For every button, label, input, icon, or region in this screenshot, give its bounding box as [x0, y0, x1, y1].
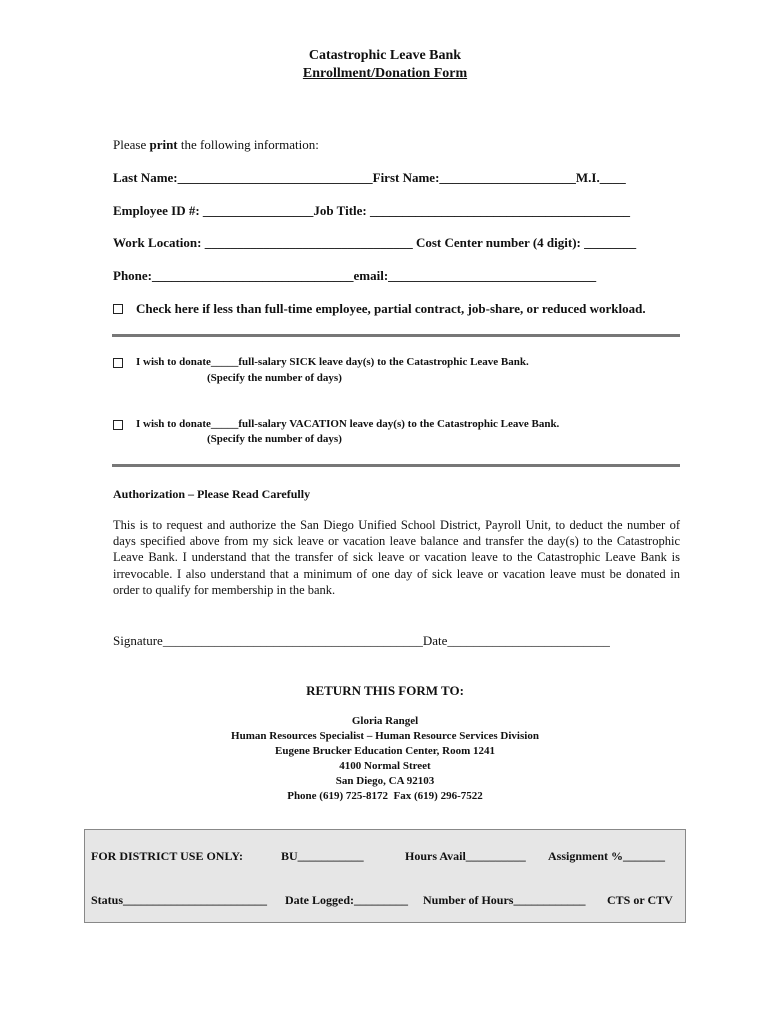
return-name: Gloria Rangel — [351, 715, 419, 727]
divider-top — [112, 334, 680, 337]
authorization-heading: Authorization – Please Read Carefully — [113, 487, 311, 501]
authorization-body: This is to request and authorize the San Diego Unified School District, Payroll Unit, to deduct the number of days specified above from my sick leave or vacation leave balance and transfer the day(s) to the Catastrophic Leave Bank. I understand that the transfer of sick leave or vacation leave to the Catastrophic Leave Bank is irrevocable. I also understand that a minimum of one day of sick leave or vacation leave must be donated in order to qualify for membership in the bank. — [113, 518, 680, 597]
donate-vacation-label: I wish to donate_____full-salary VACATION leave day(s) to the Catastrophic Leave Bank. — [136, 418, 560, 430]
intro-suffix: the following information: — [177, 137, 319, 152]
intro-text — [113, 137, 319, 153]
form-title: Catastrophic Leave Bank — [308, 48, 462, 63]
date-logged-field[interactable]: Date Logged:_________ — [285, 893, 408, 907]
district-use-label: FOR DISTRICT USE ONLY: — [91, 849, 243, 863]
bu-field[interactable]: BU___________ — [281, 849, 364, 863]
form-subtitle — [0, 66, 770, 82]
signature-date-line[interactable]: Signature________________________________________Date_________________________ — [113, 633, 610, 648]
return-heading: RETURN THIS FORM TO: — [306, 683, 464, 698]
parttime-checkbox[interactable] — [113, 304, 123, 314]
district-use-box — [84, 829, 686, 923]
intro-prefix: Please — [113, 137, 150, 152]
donate-sick-label: I wish to donate_____full-salary SICK leave day(s) to the Catastrophic Leave Bank. — [136, 356, 529, 368]
return-street: 4100 Normal Street — [339, 760, 431, 772]
assignment-field[interactable]: Assignment %_______ — [548, 849, 666, 863]
return-phone-fax: Phone (619) 725-8172 Fax (619) 296-7522 — [287, 790, 483, 802]
donate-sick-checkbox[interactable] — [113, 358, 123, 368]
intro-emphasis: print — [149, 137, 178, 152]
employee-job-fields-line[interactable]: Employee ID #: _________________Job Title: ________________________________________ — [113, 203, 630, 218]
return-building: Eugene Brucker Education Center, Room 1241 — [275, 745, 495, 757]
return-title: Human Resources Specialist – Human Resource Services Division — [231, 730, 539, 742]
name-fields-line[interactable]: Last Name:______________________________First Name:_____________________M.I.____ — [113, 170, 626, 185]
cts-ctv-label: CTS or CTV — [607, 893, 673, 907]
location-cost-center-fields-line[interactable]: Work Location: ________________________________ Cost Center number (4 digit): ________ — [113, 235, 637, 250]
parttime-checkbox-label: Check here if less than full-time employee, partial contract, job-share, or reduced workload. — [136, 301, 646, 316]
status-field[interactable]: Status________________________ — [91, 893, 268, 907]
donate-vacation-hint: (Specify the number of days) — [207, 433, 342, 445]
phone-email-fields-line[interactable]: Phone:_______________________________email:________________________________ — [113, 268, 597, 283]
donate-vacation-checkbox[interactable] — [113, 420, 123, 430]
return-city: San Diego, CA 92103 — [335, 775, 435, 787]
donate-sick-hint: (Specify the number of days) — [207, 372, 342, 384]
number-of-hours-field[interactable]: Number of Hours____________ — [423, 893, 586, 907]
divider-bottom — [112, 464, 680, 467]
form-subtitle-text: Enrollment/Donation Form — [302, 66, 468, 81]
hours-avail-field[interactable]: Hours Avail__________ — [405, 849, 526, 863]
